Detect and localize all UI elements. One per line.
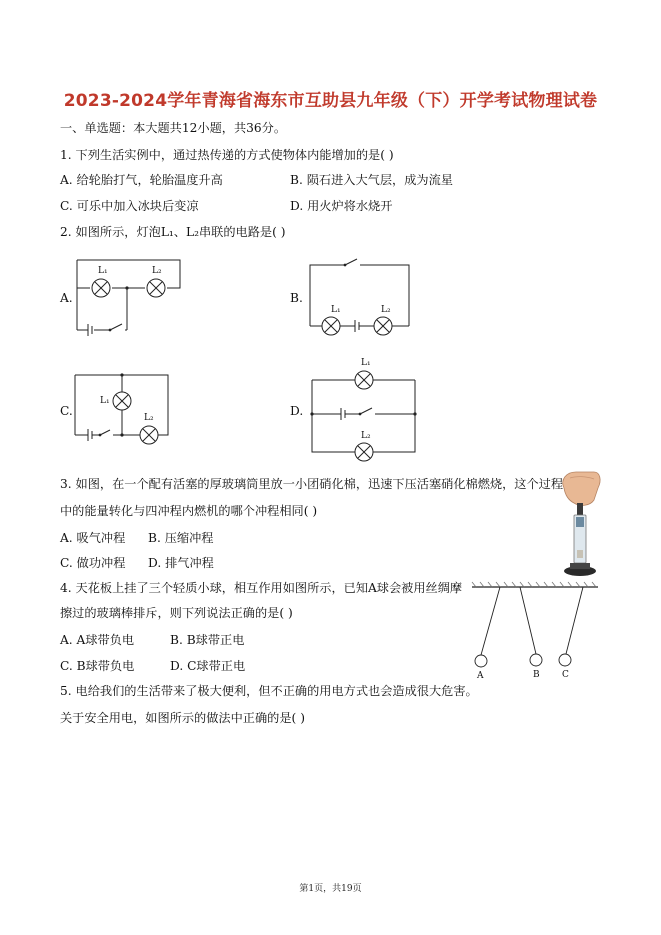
question-2-option-a: A. <box>60 291 73 305</box>
piston-tube-illustration <box>556 470 606 582</box>
section-heading: 一、单选题：本大题共12小题，共36分。 <box>60 121 287 135</box>
lamp-label-l1: L₁ <box>331 305 341 315</box>
question-4-stem-line2: 擦过的玻璃棒排斥，则下列说法正确的是( ) <box>60 606 293 620</box>
circuit-diagram-c <box>70 370 180 445</box>
lamp-label-l2: L₂ <box>381 305 391 315</box>
question-1-stem: 1. 下列生活实例中，通过热传递的方式使物体内能增加的是( ) <box>60 148 394 162</box>
question-3-option-a: A. 吸气冲程 <box>60 531 126 545</box>
lamp-label-l2: L₂ <box>144 413 154 423</box>
lamp-label-l2: L₂ <box>152 266 162 276</box>
question-1-option-b: B. 陨石进入大气层，成为流星 <box>290 173 453 187</box>
lamp-label-l1: L₁ <box>98 266 108 276</box>
ball-label-b: B <box>533 670 540 680</box>
question-1-option-d: D. 用火炉将水烧开 <box>290 199 393 213</box>
question-5-stem-line1: 5. 电给我们的生活带来了极大便利，但不正确的用电方式也会造成很大危害。 <box>60 684 478 698</box>
circuit-diagram-a <box>70 255 185 340</box>
lamp-label-l1: L₁ <box>361 358 371 368</box>
circuit-diagram-b <box>305 258 415 343</box>
question-2-option-c: C. <box>60 404 73 418</box>
question-4-option-d: D. C球带正电 <box>170 659 246 673</box>
question-4-option-c: C. B球带负电 <box>60 659 135 673</box>
ball-label-a: A <box>477 671 484 681</box>
question-3-stem-line2: 中的能量转化与四冲程内燃机的哪个冲程相同( ) <box>60 504 318 518</box>
question-1-option-a: A. 给轮胎打气，轮胎温度升高 <box>60 173 223 187</box>
page-title: 2023-2024学年青海省海东市互助县九年级（下）开学考试物理试卷 <box>63 91 598 111</box>
question-1-option-c: C. 可乐中加入冰块后变凉 <box>60 199 199 213</box>
question-3-option-c: C. 做功冲程 <box>60 556 126 570</box>
lamp-label-l2: L₂ <box>361 431 371 441</box>
question-2-option-d: D. <box>290 404 304 418</box>
question-2-option-b: B. <box>290 291 303 305</box>
question-3-stem-line1: 3. 如图，在一个配有活塞的厚玻璃筒里放一小团硝化棉，迅速下压活塞硝化棉燃烧，这个过程 <box>60 477 564 491</box>
question-4-option-a: A. A球带负电 <box>60 633 135 647</box>
page-footer: 第1页，共19页 <box>299 884 362 894</box>
question-2-stem: 2. 如图所示，灯泡L₁、L₂串联的电路是( ) <box>60 225 286 239</box>
question-4-stem-line1: 4. 天花板上挂了三个轻质小球，相互作用如图所示，已知A球会被用丝绸摩 <box>60 581 463 595</box>
ball-label-c: C <box>562 670 569 680</box>
circuit-diagram-d <box>308 352 420 464</box>
lamp-label-l1: L₁ <box>100 396 110 406</box>
hanging-balls-diagram <box>470 582 600 682</box>
question-5-stem-line2: 关于安全用电，如图所示的做法中正确的是( ) <box>60 711 305 725</box>
question-3-option-d: D. 排气冲程 <box>148 556 214 570</box>
question-3-option-b: B. 压缩冲程 <box>148 531 214 545</box>
question-4-option-b: B. B球带正电 <box>170 633 245 647</box>
